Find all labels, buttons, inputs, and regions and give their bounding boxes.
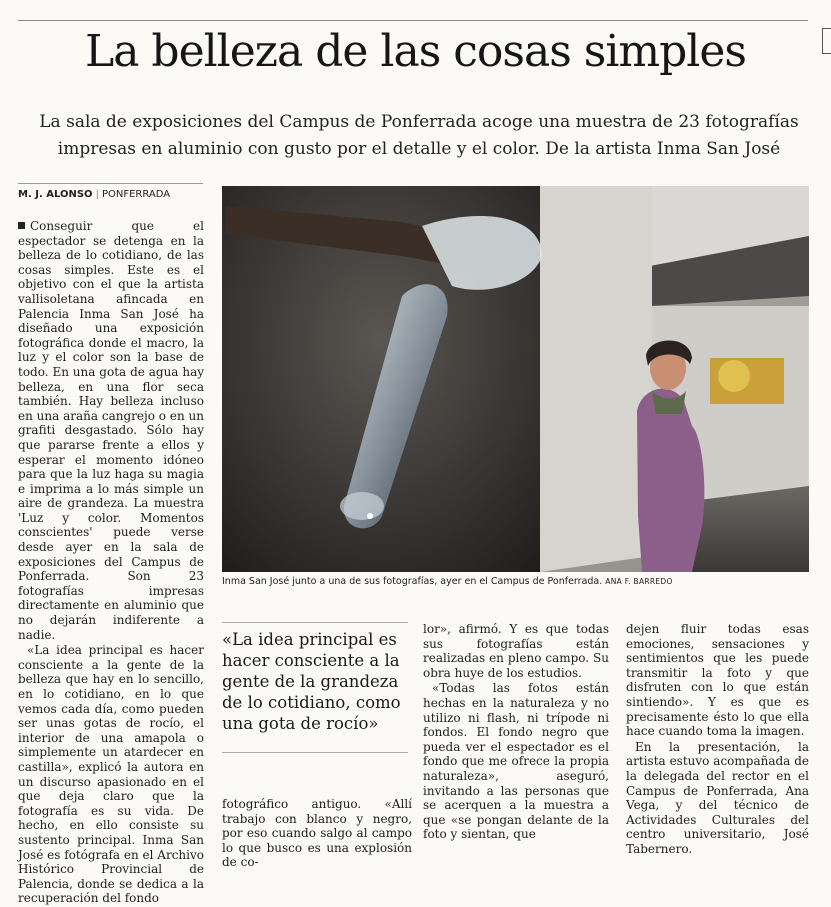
body-column-4 [626, 622, 809, 858]
exhibition-photo [222, 186, 809, 572]
body-column-1 [18, 219, 204, 907]
body-paragraph: fotográfico antiguo. «Allí trabajo con blanco y negro, por eso cuando salgo al campo lo que busco es una explosión de co- [222, 797, 412, 870]
body-paragraph: «Todas las fotos están hechas en la naturaleza y no utilizo ni flash, ni trípode ni fondos. El fondo negro que pueda ver el espectador es el fondo que me ofrece la propia naturaleza», aseguró, invitando a las personas que se acerquen a la muestra a que «se pongan delante de la foto y sientan, que [423, 681, 609, 842]
subheadline: La sala de exposiciones del Campus de Ponferrada acoge una muestra de 23 fotografías impresas en aluminio con gusto por el detalle y el color. De la artista Inma San José [39, 112, 799, 159]
pull-quote-rule-bottom [222, 752, 408, 753]
body-paragraph: En la presentación, la artista estuvo acompañada de la delegada del rector en el Campus de Ponferrada, Ana Vega, y del técnico de Actividades Culturales del centro universitario, José Tabernero. [626, 739, 809, 856]
body-paragraph: dejen fluir todas esas emociones, sensaciones y sentimientos que les puede transmitir la foto y que disfruten con lo que están sintiendo». Y es que es precisamente ésto lo que ella hace cuando toma la imagen. [626, 622, 809, 739]
photo-credit: ANA F. BARREDO [605, 577, 673, 586]
byline [18, 189, 170, 200]
headline: La belleza de las cosas simples [84, 26, 747, 77]
lead-square-icon [18, 222, 25, 229]
body-column-3 [423, 622, 609, 843]
byline-rule [18, 183, 203, 184]
body-paragraph: «La idea principal es hacer consciente a la gente de la belleza que hay en lo sencillo, en lo cotidiano, en lo que vemos cada día, como pueden ser unas gotas de rocío, el interior de una amapola o simplemente un atardecer en castilla», explicó la autora en un discurso apasionado en el que deja claro que la fotografía es su vida. De hecho, en ello consiste su sustento principal. Inma San José es fotógrafa en el Archivo Histórico Provincial de Palencia, donde se dedica a la recuperación del fondo [18, 643, 204, 906]
pull-quote-rule-top [222, 622, 408, 623]
pull-quote: «La idea principal es hacer consciente a la gente de la grandeza de lo cotidiano, como una gota de rocío» [222, 630, 401, 733]
top-rule [18, 20, 808, 21]
body-column-2 [222, 797, 412, 870]
caption-text: Inma San José junto a una de sus fotografías, ayer en el Campus de Ponferrada. [222, 576, 603, 587]
body-paragraph [18, 219, 204, 642]
byline-location: PONFERRADA [101, 189, 171, 200]
photo-illustration [222, 186, 809, 572]
body-paragraph: lor», afirmó. Y es que todas sus fotografías están realizadas en pleno campo. Su obra huye de los estudios. [423, 622, 609, 680]
byline-author: M. J. ALONSO [18, 189, 93, 200]
lead-text: Conseguir que el espectador se detenga en la belleza de lo cotidiano, de las cosas simples. Este es el objetivo con el que la artista vallisoletana afincada en Palencia Inma San José ha diseñado una exposición fotográfica donde el macro, la luz y el color son la base de todo. En una gota de agua hay belleza, en una flor seca también. Hay belleza incluso en una araña cangrejo o en un grafiti desgastado. Sólo hay que pararse frente a ellos y esperar el momento idóneo para que la luz haga su magia e imprima a lo más simple un aire de grandeza. La muestra 'Luz y color. Momentos conscientes' puede verse desde ayer en la sala de exposiciones del Campus de Ponferrada. Son 23 fotografías impresas directamente en aluminio que no dejarán indiferente a nadie. [18, 219, 204, 642]
photo-caption [222, 576, 809, 587]
byline-separator: | [95, 189, 99, 200]
